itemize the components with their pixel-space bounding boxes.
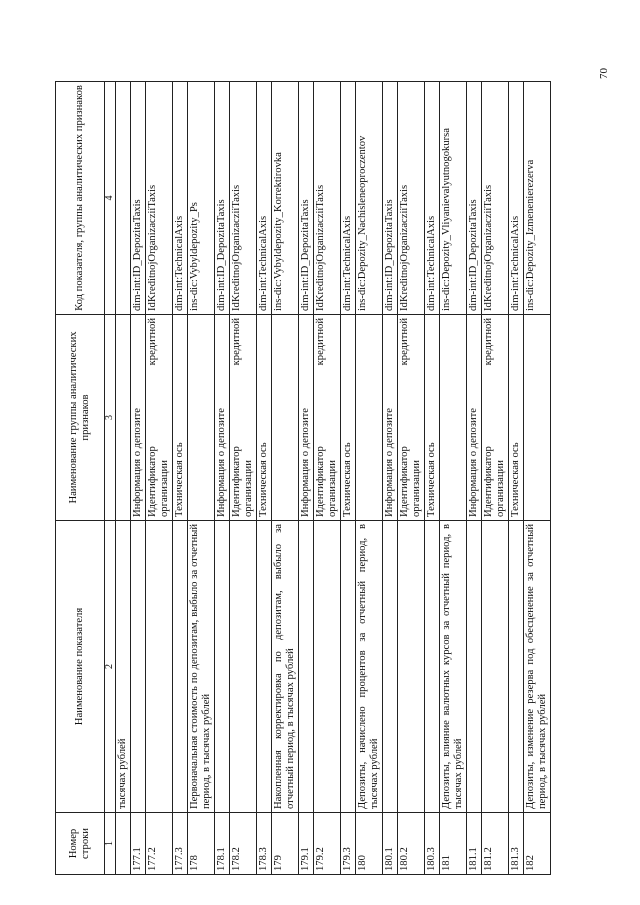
column-number-row bbox=[105, 82, 116, 875]
indicator-code: dim-int:TechnicalAxis bbox=[173, 82, 188, 315]
indicator-name bbox=[173, 521, 188, 813]
group-name bbox=[188, 315, 215, 521]
table-row bbox=[299, 82, 314, 875]
table-row bbox=[341, 82, 356, 875]
row-number: 178 bbox=[188, 813, 215, 875]
table-row bbox=[131, 82, 146, 875]
column-number: 1 bbox=[105, 813, 116, 875]
group-name-part: Идентификатор bbox=[147, 446, 158, 517]
table-row bbox=[425, 82, 440, 875]
row-number: 178.2 bbox=[230, 813, 257, 875]
group-name: Техническая ось bbox=[425, 315, 440, 521]
table-row bbox=[116, 82, 131, 875]
row-number: 179 bbox=[272, 813, 299, 875]
group-name bbox=[230, 315, 257, 521]
group-name-line bbox=[231, 318, 243, 517]
indicator-name bbox=[509, 521, 524, 813]
group-name-part: Идентификатор bbox=[231, 446, 242, 517]
table-row bbox=[230, 82, 257, 875]
table-row bbox=[188, 82, 215, 875]
group-name-line bbox=[147, 318, 159, 517]
column-number: 3 bbox=[105, 315, 116, 521]
indicator-code: dim-int:ID_DepozitaTaxis bbox=[467, 82, 482, 315]
group-name-part: организации bbox=[327, 460, 338, 517]
table-row bbox=[509, 82, 524, 875]
indicator-code bbox=[116, 82, 131, 315]
group-name bbox=[482, 315, 509, 521]
indicator-name: Первоначальная стоимость по депозитам, выбыло за отчетный период, в тысячах рублей bbox=[188, 521, 215, 813]
row-number bbox=[116, 813, 131, 875]
indicator-name bbox=[230, 521, 257, 813]
group-name: Техническая ось bbox=[509, 315, 524, 521]
group-name: Информация о депозите bbox=[299, 315, 314, 521]
group-name-line bbox=[399, 318, 411, 517]
indicator-code: dim-int:ID_DepozitaTaxis bbox=[215, 82, 230, 315]
row-number: 178.1 bbox=[215, 813, 230, 875]
row-number: 180 bbox=[356, 813, 383, 875]
indicator-name: Накопленная корректировка по депозитам, выбыло за отчетный период, в тысячах рублей bbox=[272, 521, 299, 813]
group-name: Техническая ось bbox=[173, 315, 188, 521]
page-number: 70 bbox=[598, 68, 610, 79]
group-name-part: организации bbox=[159, 460, 170, 517]
indicator-code: ins-dic:Vybyldepozity_Korrektirovka bbox=[272, 82, 299, 315]
group-name-part: кредитной bbox=[399, 318, 410, 366]
table-row bbox=[467, 82, 482, 875]
indicator-name: Депозиты, влияние валютных курсов за отчетный период, в тысячах рублей bbox=[440, 521, 467, 813]
group-name-part: Идентификатор bbox=[315, 446, 326, 517]
indicator-code: dim-int:TechnicalAxis bbox=[257, 82, 272, 315]
indicator-name bbox=[257, 521, 272, 813]
indicator-code: dim-int:ID_DepozitaTaxis bbox=[383, 82, 398, 315]
indicator-name bbox=[215, 521, 230, 813]
table-row bbox=[440, 82, 467, 875]
group-name-line bbox=[483, 318, 495, 517]
row-number: 181.2 bbox=[482, 813, 509, 875]
indicator-name bbox=[467, 521, 482, 813]
group-name-part: кредитной bbox=[483, 318, 494, 366]
group-name: Информация о депозите bbox=[467, 315, 482, 521]
group-name: Информация о депозите bbox=[131, 315, 146, 521]
group-name bbox=[440, 315, 467, 521]
group-name-part: Идентификатор bbox=[399, 446, 410, 517]
group-name bbox=[314, 315, 341, 521]
row-number: 180.3 bbox=[425, 813, 440, 875]
indicator-code: IdKreditnojOrganizacziiTaxis bbox=[146, 82, 173, 315]
row-number: 180.2 bbox=[398, 813, 425, 875]
indicator-code: dim-int:ID_DepozitaTaxis bbox=[131, 82, 146, 315]
table-row bbox=[524, 82, 551, 875]
header-row bbox=[56, 82, 105, 875]
table-row bbox=[383, 82, 398, 875]
group-name-part: кредитной bbox=[231, 318, 242, 366]
table-row bbox=[146, 82, 173, 875]
group-name bbox=[398, 315, 425, 521]
indicator-name bbox=[341, 521, 356, 813]
indicator-name bbox=[146, 521, 173, 813]
group-name: Техническая ось bbox=[257, 315, 272, 521]
table-row bbox=[173, 82, 188, 875]
group-name bbox=[272, 315, 299, 521]
group-name: Техническая ось bbox=[341, 315, 356, 521]
group-name-line bbox=[315, 318, 327, 517]
group-name bbox=[356, 315, 383, 521]
indicator-code: dim-int:ID_DepozitaTaxis bbox=[299, 82, 314, 315]
indicator-code: IdKreditnojOrganizacziiTaxis bbox=[230, 82, 257, 315]
indicator-code: ins-dic:Vybyldepozity_Ps bbox=[188, 82, 215, 315]
indicator-code: ins-dic:Depozity_Izmenenierezerva bbox=[524, 82, 551, 315]
row-number: 179.2 bbox=[314, 813, 341, 875]
row-number: 179.1 bbox=[299, 813, 314, 875]
table-row bbox=[314, 82, 341, 875]
indicator-name bbox=[314, 521, 341, 813]
indicator-code: IdKreditnojOrganizacziiTaxis bbox=[482, 82, 509, 315]
indicator-name: Депозиты, начислено процентов за отчетный период, в тысячах рублей bbox=[356, 521, 383, 813]
indicator-name bbox=[398, 521, 425, 813]
group-name bbox=[116, 315, 131, 521]
table-row bbox=[272, 82, 299, 875]
row-number: 180.1 bbox=[383, 813, 398, 875]
indicator-code: dim-int:TechnicalAxis bbox=[425, 82, 440, 315]
column-number: 4 bbox=[105, 82, 116, 315]
indicator-name: тысячах рублей bbox=[116, 521, 131, 813]
row-number: 177.1 bbox=[131, 813, 146, 875]
group-name bbox=[524, 315, 551, 521]
table-row bbox=[482, 82, 509, 875]
group-name-part: Идентификатор bbox=[483, 446, 494, 517]
indicator-code: dim-int:TechnicalAxis bbox=[509, 82, 524, 315]
group-name-part: кредитной bbox=[147, 318, 158, 366]
table-row bbox=[257, 82, 272, 875]
group-name: Информация о депозите bbox=[215, 315, 230, 521]
row-number: 182 bbox=[524, 813, 551, 875]
indicator-name bbox=[425, 521, 440, 813]
indicator-code: IdKreditnojOrganizacziiTaxis bbox=[314, 82, 341, 315]
indicator-name bbox=[131, 521, 146, 813]
table-row bbox=[398, 82, 425, 875]
indicator-code: dim-int:TechnicalAxis bbox=[341, 82, 356, 315]
row-number: 178.3 bbox=[257, 813, 272, 875]
header-indicator-name: Наименование показателя bbox=[56, 521, 105, 813]
group-name-part: организации bbox=[411, 460, 422, 517]
column-number: 2 bbox=[105, 521, 116, 813]
header-group-name: Наименование группы аналитических признаков bbox=[56, 315, 105, 521]
group-name bbox=[146, 315, 173, 521]
table-body bbox=[116, 82, 551, 875]
row-number: 179.3 bbox=[341, 813, 356, 875]
indicator-table bbox=[55, 81, 551, 875]
header-code: Код показателя, группы аналитических признаков bbox=[56, 82, 105, 315]
group-name-part: кредитной bbox=[315, 318, 326, 366]
group-name: Информация о депозите bbox=[383, 315, 398, 521]
row-number: 181.3 bbox=[509, 813, 524, 875]
indicator-code: ins-dic:Depozity_Vliyanievalyutnogokursa bbox=[440, 82, 467, 315]
indicator-name bbox=[482, 521, 509, 813]
row-number: 181 bbox=[440, 813, 467, 875]
group-name-part: организации bbox=[243, 460, 254, 517]
indicator-code: ins-dic:Depozity_Nachisleneoproczentov bbox=[356, 82, 383, 315]
table-row bbox=[356, 82, 383, 875]
table-row bbox=[215, 82, 230, 875]
group-name-part: организации bbox=[495, 460, 506, 517]
indicator-name bbox=[299, 521, 314, 813]
row-number: 181.1 bbox=[467, 813, 482, 875]
indicator-name: Депозиты, изменение резерва под обесценение за отчетный период, в тысячах рублей bbox=[524, 521, 551, 813]
header-row-number: Номер строки bbox=[56, 813, 105, 875]
row-number: 177.3 bbox=[173, 813, 188, 875]
indicator-name bbox=[383, 521, 398, 813]
indicator-code: IdKreditnojOrganizacziiTaxis bbox=[398, 82, 425, 315]
row-number: 177.2 bbox=[146, 813, 173, 875]
